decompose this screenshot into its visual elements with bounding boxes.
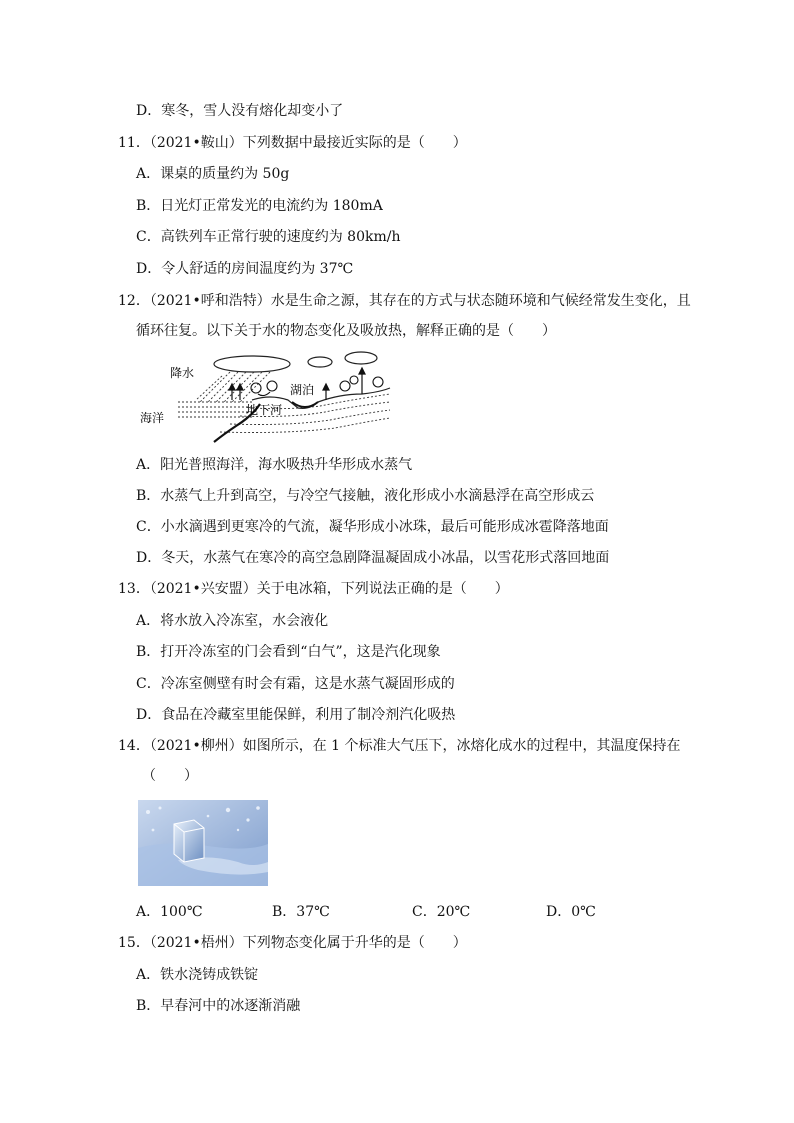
q14-stem-line1: 14．（2021•柳州）如图所示，在 1 个标准大气压下，冰熔化成水的过程中，其温度保持在 bbox=[118, 738, 681, 754]
q11-stem: 11．（2021•鞍山）下列数据中最接近实际的是（ ） bbox=[118, 135, 467, 151]
q12-stem-line2: 循环往复。以下关于水的物态变化及吸放热，解释正确的是（ ） bbox=[136, 323, 556, 339]
q11-option-a: A．课桌的质量约为 50g bbox=[136, 166, 290, 182]
q14-option-a: A．100℃ bbox=[136, 904, 203, 920]
label-underground-river: 地下河 bbox=[246, 403, 283, 417]
q14-options-row bbox=[136, 902, 676, 922]
q12-option-a: A．阳光普照海洋，海水吸热升华形成水蒸气 bbox=[136, 457, 413, 473]
q13-stem: 13．（2021•兴安盟）关于电冰箱，下列说法正确的是（ ） bbox=[118, 581, 509, 597]
ice-cube-photo bbox=[138, 800, 268, 886]
cloud-small-2 bbox=[345, 352, 377, 364]
q14-option-b: B．37℃ bbox=[272, 904, 330, 920]
q13-option-a: A．将水放入冷冻室，水会液化 bbox=[136, 613, 329, 629]
q10-option-d: D．寒冬，雪人没有熔化却变小了 bbox=[136, 103, 344, 119]
q15-option-a: A．铁水浇铸成铁锭 bbox=[136, 967, 259, 983]
label-rain: 降水 bbox=[170, 366, 195, 380]
sea-surface bbox=[178, 402, 252, 417]
water-cycle-diagram bbox=[140, 350, 400, 446]
q11-option-d: D．令人舒适的房间温度约为 37℃ bbox=[136, 261, 354, 277]
cloud-large bbox=[214, 356, 290, 372]
q13-option-b: B．打开冷冻室的门会看到“白气”，这是汽化现象 bbox=[136, 644, 441, 660]
label-lake: 湖泊 bbox=[290, 383, 315, 397]
q12-option-c: C．小水滴遇到更寒冷的气流，凝华形成小冰珠，最后可能形成冰雹降落地面 bbox=[136, 519, 609, 535]
ice-cube bbox=[174, 820, 204, 862]
label-ocean: 海洋 bbox=[140, 411, 165, 425]
vapor-swirls bbox=[251, 376, 383, 396]
q15-option-b: B．早春河中的冰逐渐消融 bbox=[136, 998, 301, 1014]
q12-option-d: D．冬天，水蒸气在寒冷的高空急剧降温凝固成小冰晶，以雪花形式落回地面 bbox=[136, 550, 610, 566]
q12-stem-line1: 12．（2021•呼和浩特）水是生命之源，其存在的方式与状态随环境和气候经常发生变化，且 bbox=[118, 293, 691, 309]
cloud-small-1 bbox=[308, 357, 332, 367]
q13-option-d: D．食品在冷藏室里能保鲜，利用了制冷剂汽化吸热 bbox=[136, 707, 456, 723]
q15-stem: 15．（2021•梧州）下列物态变化属于升华的是（ ） bbox=[118, 935, 467, 951]
q12-option-b: B．水蒸气上升到高空，与冷空气接触，液化形成小水滴悬浮在高空形成云 bbox=[136, 488, 595, 504]
q14-option-d: D．0℃ bbox=[546, 904, 596, 920]
q14-option-c: C．20℃ bbox=[412, 904, 471, 920]
q13-option-c: C．冷冻室侧壁有时会有霜，这是水蒸气凝固形成的 bbox=[136, 676, 455, 692]
q14-stem-line2: （ ） bbox=[142, 768, 198, 784]
q11-option-c: C．高铁列车正常行驶的速度约为 80km/h bbox=[136, 229, 401, 245]
q11-option-b: B．日光灯正常发光的电流约为 180mA bbox=[136, 198, 383, 214]
